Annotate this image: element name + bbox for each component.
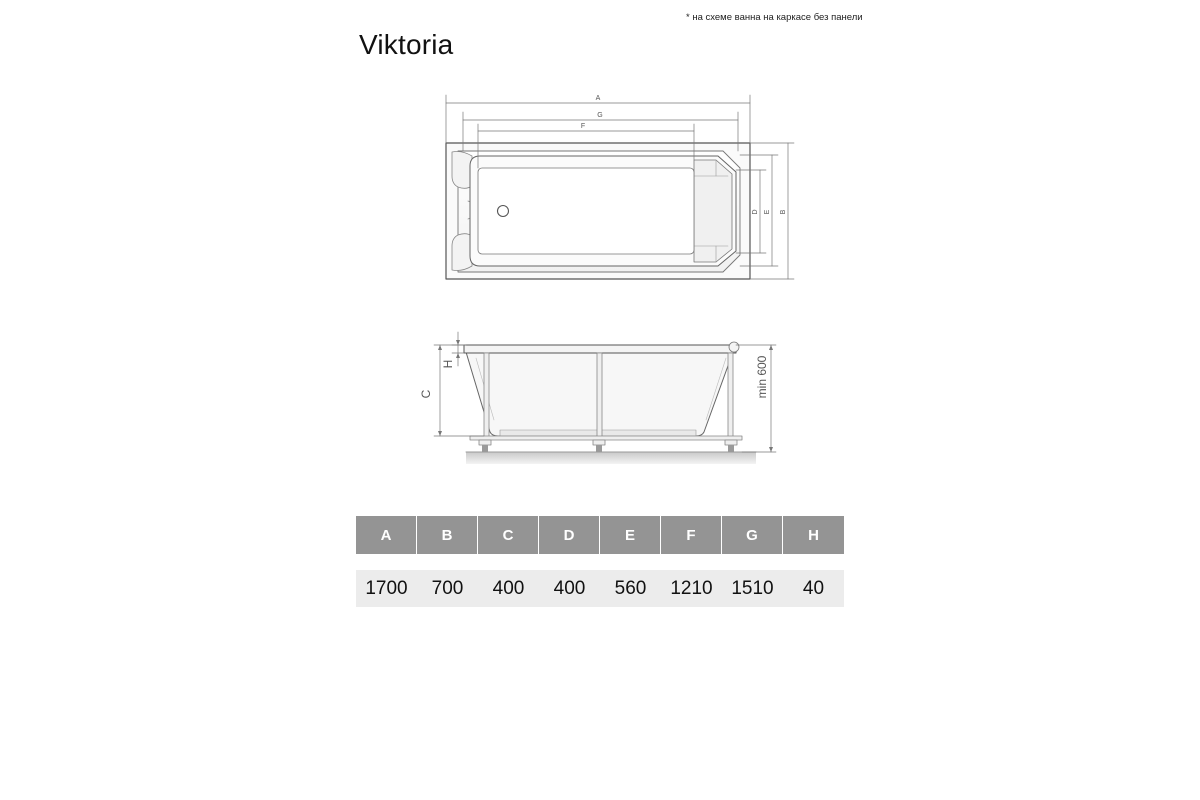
dim-label-a: A xyxy=(595,95,601,102)
drain-icon xyxy=(498,206,509,217)
value-cell: 400 xyxy=(553,577,586,599)
header-cell: D xyxy=(539,516,600,554)
product-title: Viktoria xyxy=(359,29,454,60)
floor-line xyxy=(466,452,756,464)
table-header-row xyxy=(356,516,844,554)
header-cell: B xyxy=(417,516,478,554)
header-cell: F xyxy=(661,516,722,554)
dim-label-f: F xyxy=(580,123,586,130)
basin-floor xyxy=(478,168,694,254)
dim-label-d: D xyxy=(752,209,759,215)
header-cell: A xyxy=(356,516,417,554)
top-view xyxy=(446,95,794,279)
value-cell: 40 xyxy=(802,577,825,599)
min-height-label: min 600 xyxy=(755,355,769,399)
value-cell: 560 xyxy=(614,577,647,599)
tub-body xyxy=(466,352,733,436)
dim-label-g: G xyxy=(597,112,603,119)
header-cell: H xyxy=(783,516,844,554)
dim-label-b: B xyxy=(780,209,787,215)
value-cell: 1510 xyxy=(731,577,774,599)
value-cell: 1700 xyxy=(365,577,408,599)
panel-note: * на схеме ванна на каркасе без панели xyxy=(686,12,863,23)
tub-deck xyxy=(458,151,740,272)
header-cell: E xyxy=(600,516,661,554)
dim-label-h: H xyxy=(441,359,455,369)
header-cell: G xyxy=(722,516,783,554)
tub-rim xyxy=(464,345,736,353)
dim-label-c: C xyxy=(419,389,433,399)
tub-outer-rim xyxy=(446,143,750,279)
table-values-row xyxy=(356,570,844,607)
dim-label-e: E xyxy=(764,209,771,215)
side-view xyxy=(419,332,776,464)
value-cell: 1210 xyxy=(670,577,713,599)
dimensions-table xyxy=(356,516,844,607)
header-cell: C xyxy=(478,516,539,554)
value-cell: 400 xyxy=(492,577,525,599)
value-cell: 700 xyxy=(431,577,464,599)
